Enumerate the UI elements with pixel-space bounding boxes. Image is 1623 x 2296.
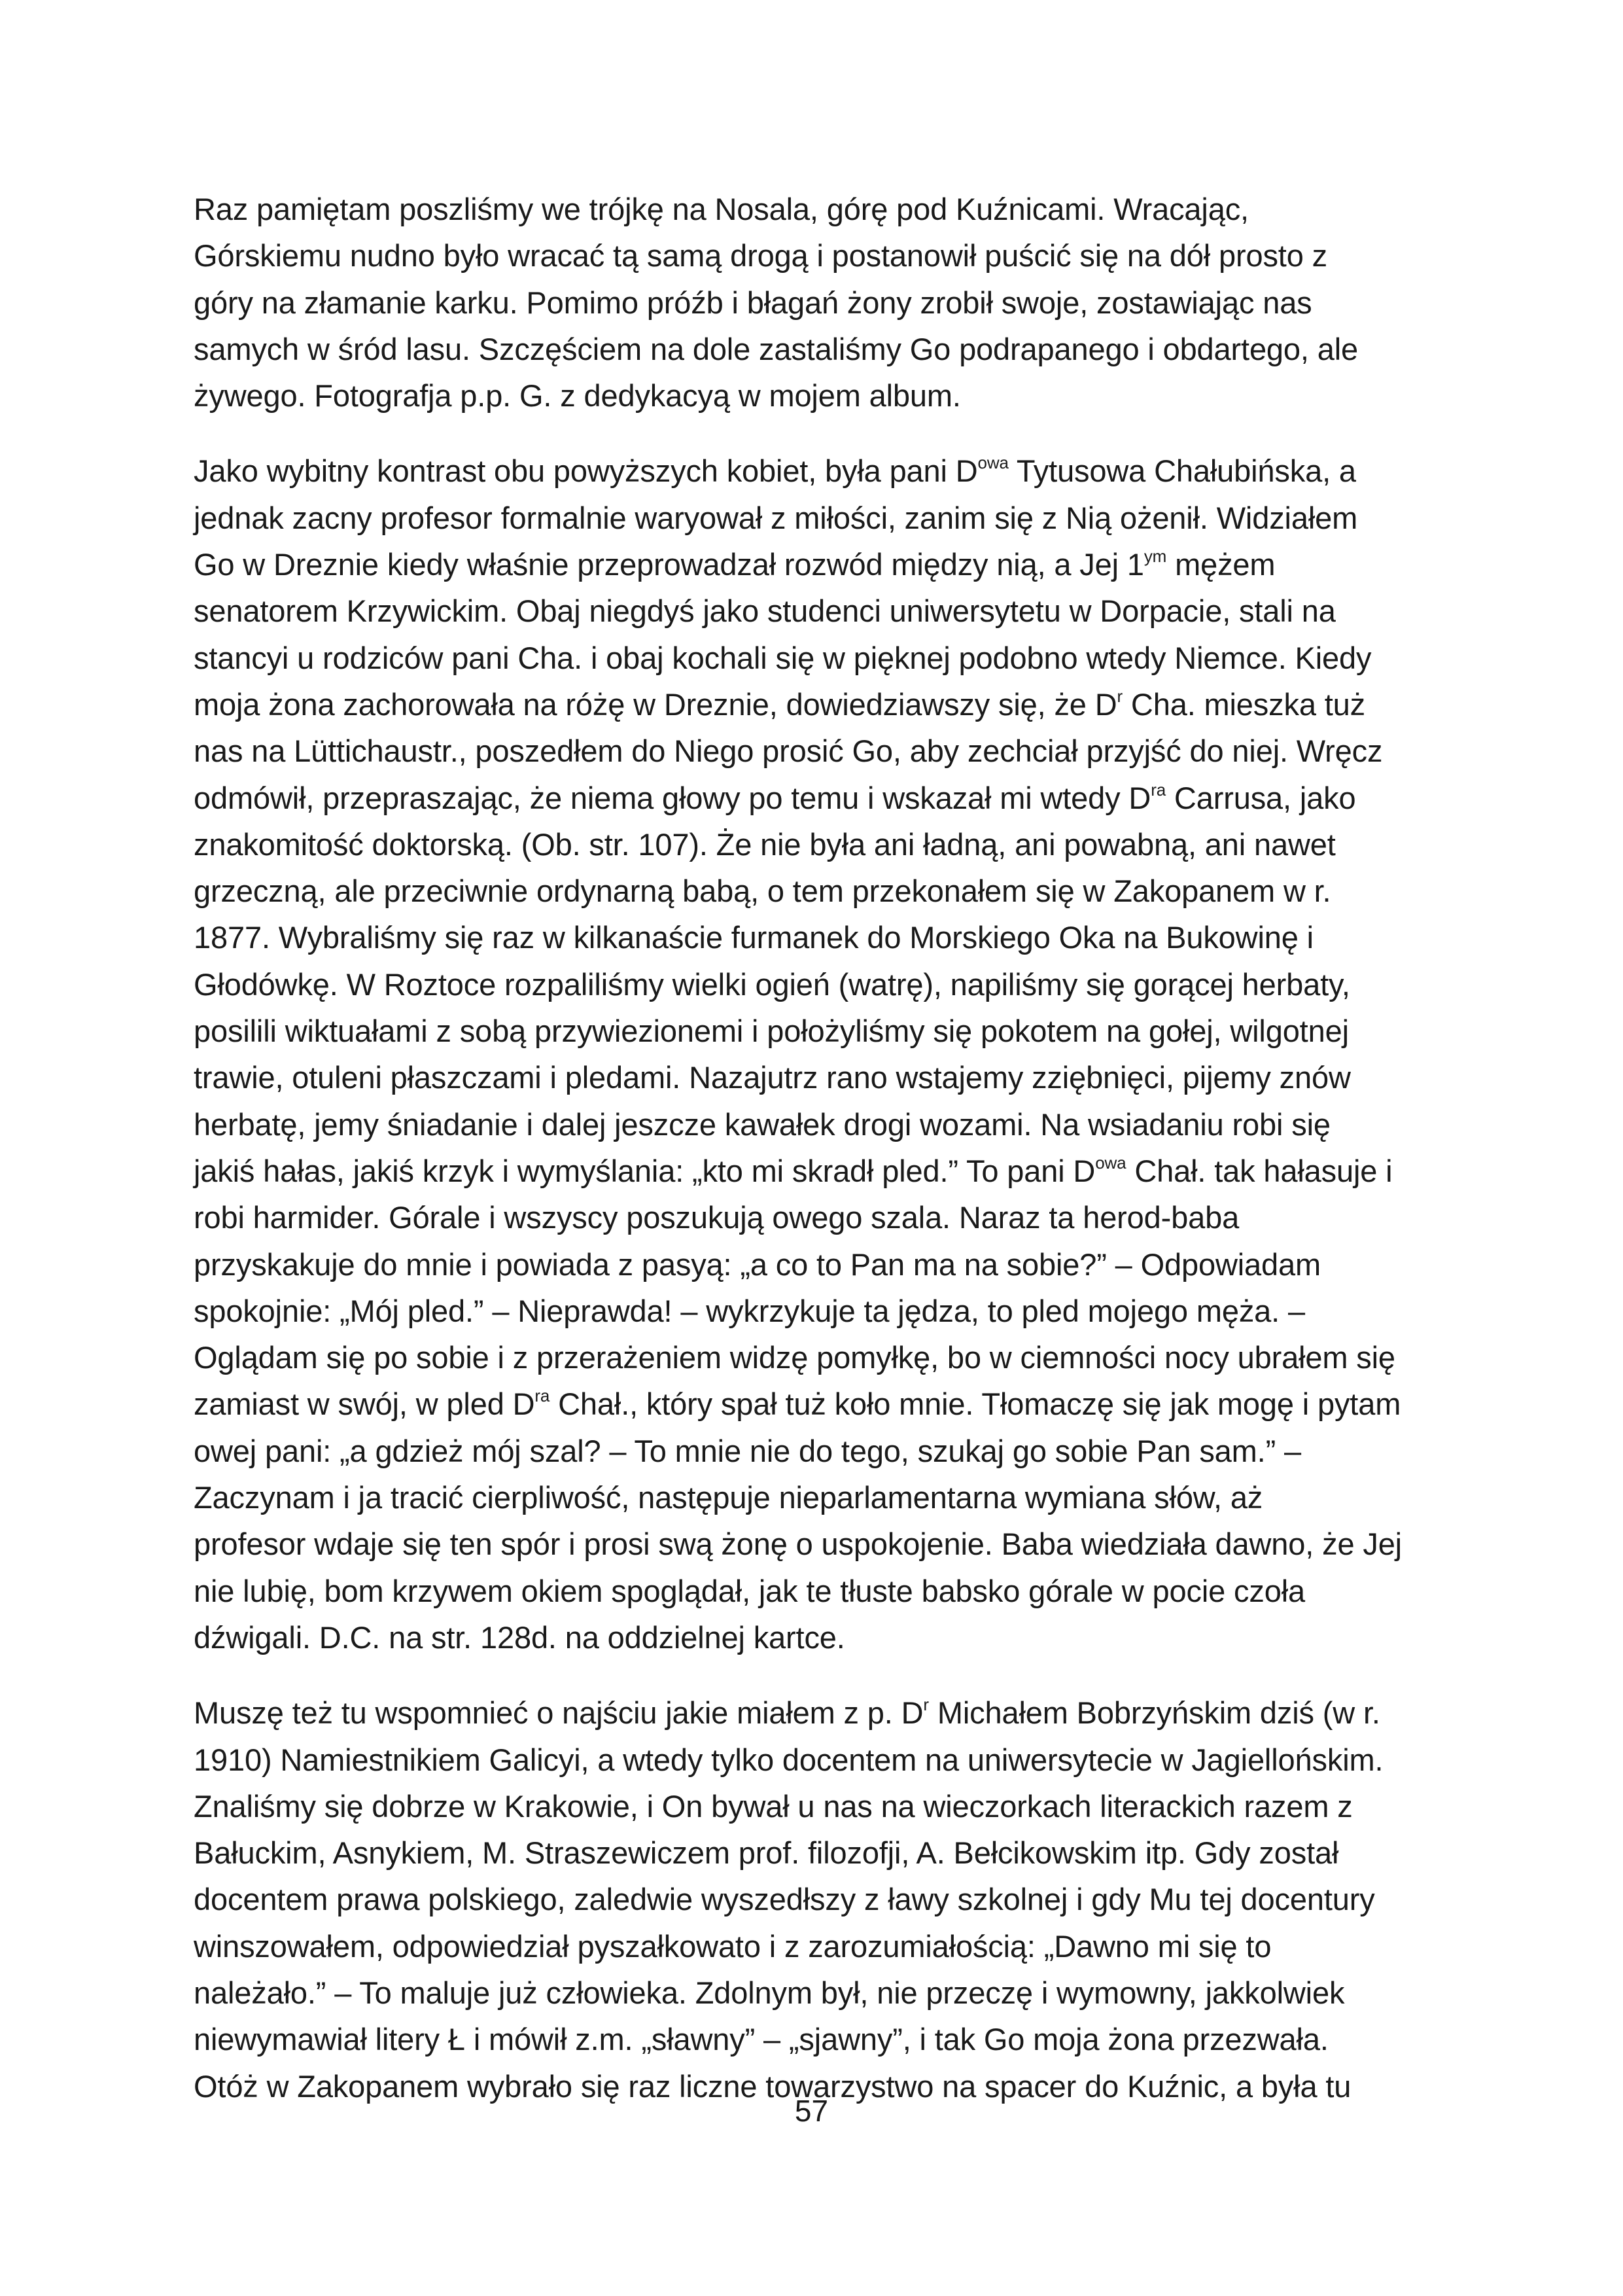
text-segment: dźwigali. D.C. na str. 128d. na oddzielnej kartce. (194, 1619, 845, 1655)
text-segment: Oglądam się po sobie i z przerażeniem widzę pomyłkę, bo w ciemności nocy ubrałem się (194, 1340, 1395, 1375)
text-line (194, 681, 1437, 728)
text-segment: Tytusowa Chałubińska, a (1008, 453, 1356, 489)
text-line (194, 1334, 1437, 1381)
text-segment: owej pani: „a gdzież mój szal? – To mnie nie do tego, szukaj go sobie Pan sam.” – (194, 1433, 1301, 1468)
text-line (194, 1614, 1437, 1661)
text-line (194, 961, 1437, 1008)
text-segment: moja żona zachorowała na różę w Dreznie, dowiedziawszy się, że D (194, 686, 1117, 722)
text-segment: Chał. tak hałasuje i (1126, 1153, 1393, 1188)
paragraph (194, 448, 1437, 1661)
text-line (194, 1689, 1437, 1736)
text-segment: Znaliśmy się dobrze w Krakowie, i On bywał u nas na wieczorkach literackich razem z (194, 1788, 1353, 1824)
text-segment: odmówił, przepraszając, że niema głowy po temu i wskazał mi wtedy D (194, 780, 1151, 815)
paragraph (194, 1689, 1437, 2110)
text-segment: Go w Dreznie kiedy właśnie przeprowadzał rozwód między nią, a Jej 1 (194, 547, 1144, 582)
text-line (194, 821, 1437, 868)
text-line (194, 1288, 1437, 1334)
paragraph (194, 186, 1437, 419)
text-line (194, 279, 1437, 326)
superscript-abbreviation: ym (1143, 546, 1167, 567)
text-segment: stancyi u rodziców pani Cha. i obaj kochali się w pięknej podobno wtedy Niemce. Kiedy (194, 640, 1372, 675)
text-segment: winszowałem, odpowiedział pyszałkowato i z zarozumiałością: „Dawno mi się to (194, 1928, 1272, 1964)
text-line (194, 1008, 1437, 1054)
text-line (194, 2016, 1437, 2062)
text-segment: mężem (1166, 547, 1276, 582)
superscript-abbreviation: r (1117, 686, 1123, 706)
text-line (194, 1568, 1437, 1614)
superscript-abbreviation: ra (1151, 779, 1166, 800)
text-line (194, 635, 1437, 681)
superscript-abbreviation: ra (534, 1386, 550, 1406)
text-line (194, 1474, 1437, 1521)
text-line (194, 914, 1437, 961)
text-segment: grzeczną, ale przeciwnie ordynarną babą, o tem przekonałem się w Zakopanem w r. (194, 874, 1331, 909)
text-segment: 1910) Namiestnikiem Galicyi, a wtedy tylko docentem na uniwersytecie w Jagiellońskim. (194, 1742, 1384, 1777)
text-line (194, 775, 1437, 821)
superscript-abbreviation: r (923, 1695, 929, 1715)
text-segment: profesor wdaje się ten spór i prosi swą żonę o uspokojenie. Baba wiedziała dawno, że Jej (194, 1527, 1402, 1562)
text-segment: żywego. Fotografja p.p. G. z dedykacyą w mojem album. (194, 378, 961, 414)
text-segment: zamiast w swój, w pled D (194, 1386, 535, 1422)
text-line (194, 541, 1437, 588)
text-line (194, 1521, 1437, 1567)
text-segment: nie lubię, bom krzywem okiem spoglądał, jak te tłuste babsko górale w pocie czoła (194, 1573, 1305, 1608)
text-line (194, 1783, 1437, 1829)
superscript-abbreviation: owa (1095, 1152, 1126, 1173)
text-segment: Carrusa, jako (1166, 780, 1356, 815)
text-segment: Górskiemu nudno było wracać tą samą drogą i postanowił puścić się na dół prosto z (194, 238, 1327, 274)
text-segment: Raz pamiętam poszliśmy we trójkę na Nosala, górę pod Kuźnicami. Wracając, (194, 192, 1249, 226)
text-segment: należało.” – To maluje już człowieka. Zdolnym był, nie przeczę i wymowny, jakkolwiek (194, 1975, 1345, 2010)
text-segment: Bałuckim, Asnykiem, M. Straszewiczem prof. filozofji, A. Bełcikowskim itp. Gdy został (194, 1835, 1339, 1871)
text-line (194, 1148, 1437, 1194)
text-segment: góry na złamanie karku. Pomimo próźb i błagań żony zrobił swoje, zostawiając nas (194, 285, 1312, 320)
text-segment: 1877. Wybraliśmy się raz w kilkanaście furmanek do Morskiego Oka na Bukowinę i (194, 920, 1314, 955)
text-segment: trawie, otuleni płaszczami i pledami. Nazajutrz rano wstajemy zziębnięci, pijemy znów (194, 1060, 1351, 1095)
text-segment: Głodówkę. W Roztoce rozpaliliśmy wielki ogień (watrę), napiliśmy się gorącej herbaty, (194, 966, 1350, 1002)
page-body (194, 186, 1437, 2138)
text-line (194, 326, 1437, 372)
text-line (194, 448, 1437, 494)
text-segment: posilili wiktuałami z sobą przywiezionemi i położyliśmy się pokotem na gołej, wilgotnej (194, 1014, 1349, 1049)
page-number: 57 (794, 2094, 829, 2128)
text-line (194, 1241, 1437, 1288)
text-segment: senatorem Krzywickim. Obaj niegdyś jako studenci uniwersytetu w Dorpacie, stali na (194, 593, 1336, 629)
text-segment: nas na Lüttichaustr., poszedłem do Niego prosić Go, aby zechciał przyjść do niej. Wręcz (194, 733, 1383, 769)
text-segment: herbatę, jemy śniadanie i dalej jeszcze kawałek drogi wozami. Na wsiadaniu robi się (194, 1106, 1331, 1142)
text-line (194, 186, 1437, 232)
text-segment: przyskakuje do mnie i powiada z pasyą: „a co to Pan ma na sobie?” – Odpowiadam (194, 1246, 1321, 1282)
text-line (194, 1428, 1437, 1474)
text-line (194, 588, 1437, 634)
text-line (194, 495, 1437, 541)
text-line (194, 1829, 1437, 1876)
text-line (194, 372, 1437, 419)
superscript-abbreviation: owa (977, 453, 1009, 473)
text-segment: Cha. mieszka tuż (1123, 686, 1365, 722)
text-line (194, 1969, 1437, 2016)
text-segment: spokojnie: „Mój pled.” – Nieprawda! – wykrzykuje ta jędza, to pled mojego męża. – (194, 1293, 1305, 1328)
text-line (194, 1381, 1437, 1427)
text-segment: Michałem Bobrzyńskim dziś (w r. (928, 1695, 1380, 1731)
text-line (194, 1737, 1437, 1783)
text-segment: Jako wybitny kontrast obu powyższych kobiet, była pani D (194, 453, 978, 489)
text-line (194, 868, 1437, 914)
text-line (194, 1101, 1437, 1148)
text-segment: Zaczynam i ja tracić cierpliwość, następuje nieparlamentarna wymiana słów, aż (194, 1480, 1263, 1515)
text-line (194, 1923, 1437, 1969)
text-segment: jakiś hałas, jakiś krzyk i wymyślania: „kto mi skradł pled.” To pani D (194, 1153, 1096, 1188)
text-line (194, 728, 1437, 774)
text-segment: Muszę też tu wspomnieć o najściu jakie miałem z p. D (194, 1695, 924, 1731)
text-segment: niewymawiał litery Ł i mówił z.m. „sławny” – „sjawny”, i tak Go moja żona przezwała. (194, 2022, 1329, 2057)
text-segment: Chał., który spał tuż koło mnie. Tłomaczę się jak mogę i pytam (550, 1386, 1401, 1422)
text-segment: Otóż w Zakopanem wybrało się raz liczne towarzystwo na spacer do Kuźnic, a była tu (194, 2068, 1352, 2104)
text-segment: jednak zacny profesor formalnie waryował z miłości, zanim się z Nią ożenił. Widziałem (194, 500, 1358, 535)
text-segment: samych w śród lasu. Szczęściem na dole zastaliśmy Go podrapanego i obdartego, ale (194, 331, 1359, 366)
text-line (194, 1876, 1437, 1922)
text-segment: znakomitość doktorską. (Ob. str. 107). Że nie była ani ładną, ani powabną, ani nawet (194, 826, 1336, 862)
text-segment: docentem prawa polskiego, zaledwie wyszedłszy z ławy szkolnej i gdy Mu tej docentury (194, 1882, 1375, 1917)
text-line (194, 1194, 1437, 1241)
text-line (194, 1054, 1437, 1101)
text-segment: robi harmider. Górale i wszyscy poszukują owego szala. Naraz ta herod-baba (194, 1200, 1240, 1235)
text-line (194, 232, 1437, 279)
